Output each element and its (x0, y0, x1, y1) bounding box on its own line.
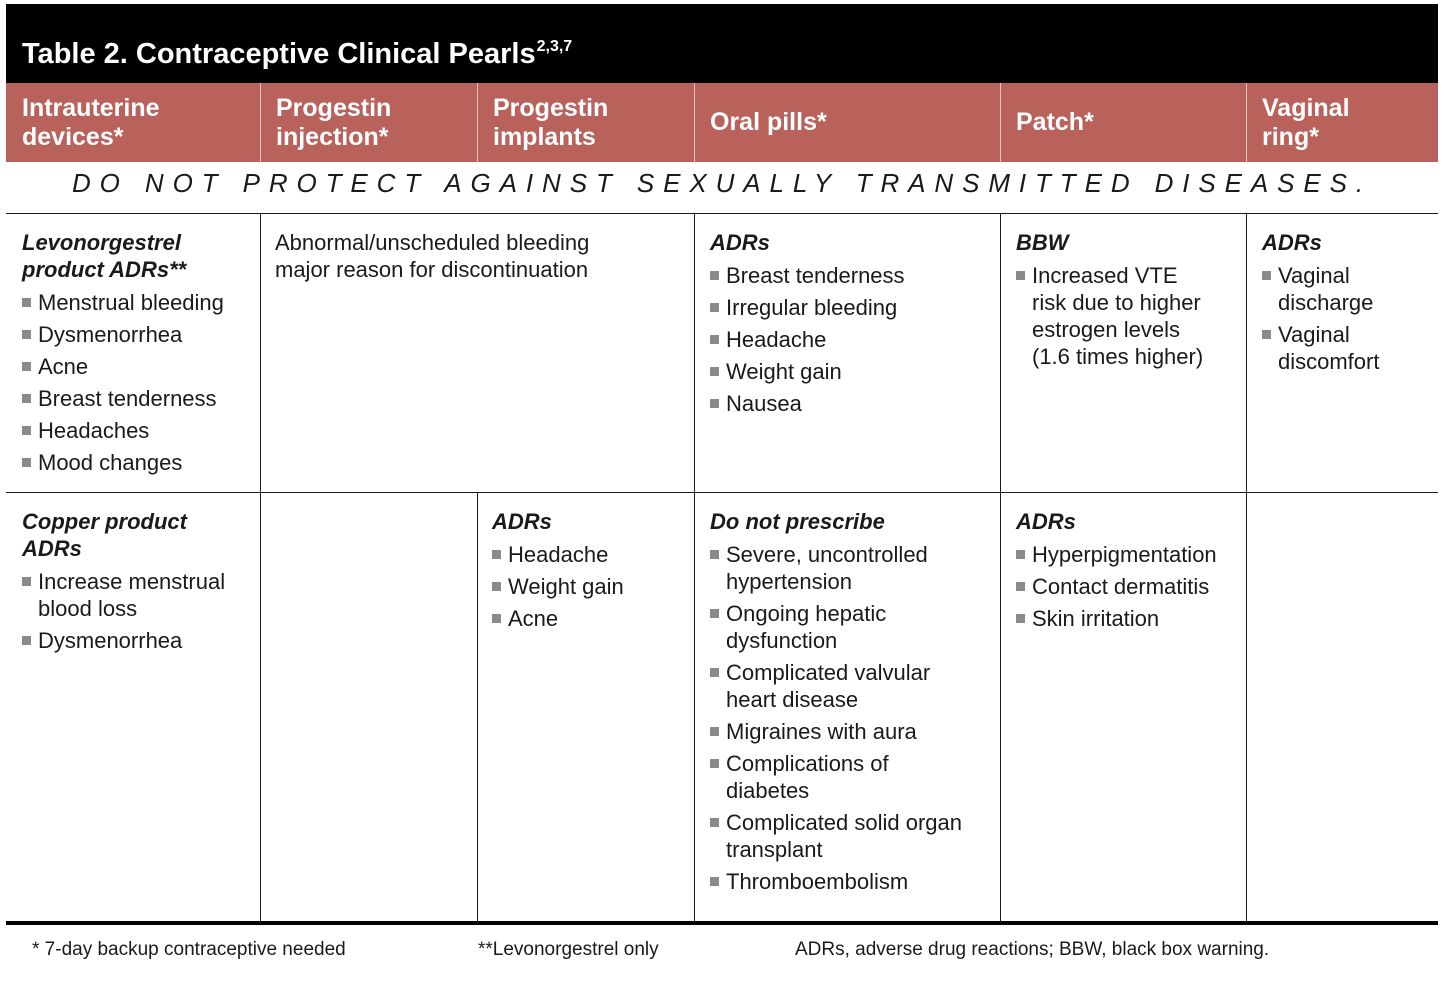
list-item: Headache (710, 326, 996, 353)
cell-title: Levonorgestrel product ADRs** (22, 230, 187, 282)
title-references: 2,3,7 (536, 38, 573, 55)
header-vaginal-ring: Vaginal ring* (1262, 93, 1350, 151)
list-item: Complicated solid organ transplant (710, 809, 996, 863)
list-item: Dysmenorrhea (22, 321, 258, 348)
list-item: Headache (492, 541, 688, 568)
list-item: Menstrual bleeding (22, 289, 258, 316)
list-item: Severe, uncontrolled hypertension (710, 541, 996, 595)
bullet-list (22, 289, 258, 476)
column-divider (1246, 213, 1247, 921)
cell-patch-bbw (1016, 229, 1242, 375)
cell-patch-adrs (1016, 508, 1242, 637)
cell-title: ADRs (1016, 509, 1076, 534)
column-divider (477, 492, 478, 921)
footnote-abbreviations: ADRs, adverse drug reactions; BBW, black box warning. (795, 939, 1270, 960)
footnote-backup: * 7-day backup contraceptive needed (32, 939, 346, 960)
bullet-list (710, 262, 996, 417)
list-item: Weight gain (710, 358, 996, 385)
list-item: Contact dermatitis (1016, 573, 1242, 600)
row-divider (6, 492, 1438, 493)
std-warning: DO NOT PROTECT AGAINST SEXUALLY TRANSMITTED DISEASES. (71, 168, 1373, 198)
cell-oral-do-not-prescribe (710, 508, 996, 900)
list-item: Thromboembolism (710, 868, 996, 895)
header-progestin-injection: Progestin injection* (276, 93, 392, 151)
column-divider (1000, 213, 1001, 921)
cell-title: ADRs (710, 230, 770, 255)
cell-title: ADRs (1262, 230, 1322, 255)
list-item: Acne (492, 605, 688, 632)
row-divider (6, 213, 1438, 214)
cell-text: Abnormal/unscheduled bleeding major reason for discontinuation (275, 230, 590, 282)
list-item: Vaginal discharge (1262, 262, 1434, 316)
list-item: Increase menstrual blood loss (22, 568, 258, 622)
header-progestin-implants: Progestin implants (493, 93, 609, 151)
header-oral-pills: Oral pills* (710, 108, 827, 136)
cell-injection-implants-bleeding (275, 229, 685, 283)
cell-iud-copper (22, 508, 258, 659)
cell-oral-adrs (710, 229, 996, 422)
list-item: Breast tenderness (22, 385, 258, 412)
cell-title: BBW (1016, 230, 1069, 255)
column-divider (260, 213, 261, 921)
header-patch: Patch* (1016, 108, 1094, 136)
list-item: Dysmenorrhea (22, 627, 258, 654)
bullet-list (492, 541, 688, 632)
table-title (22, 38, 572, 71)
header-intrauterine-devices: Intrauterine devices* (22, 93, 160, 151)
cell-title: Copper product ADRs (22, 509, 187, 561)
list-item: Headaches (22, 417, 258, 444)
footnote-levonorgestrel: **Levonorgestrel only (478, 939, 659, 960)
bottom-rule (6, 921, 1438, 925)
cell-ring-adrs (1262, 229, 1434, 380)
bullet-list (22, 568, 258, 654)
cell-iud-levonorgestrel (22, 229, 258, 481)
table-title-text: Table 2. Contraceptive Clinical Pearls (22, 38, 536, 70)
list-item: Weight gain (492, 573, 688, 600)
list-item: Nausea (710, 390, 996, 417)
column-divider (694, 213, 695, 921)
list-item: Skin irritation (1016, 605, 1242, 632)
list-item: Acne (22, 353, 258, 380)
list-item: Vaginal discomfort (1262, 321, 1434, 375)
bullet-list (1016, 541, 1242, 632)
list-item: Increased VTE risk due to higher estrogen levels (1.6 times higher) (1016, 262, 1242, 370)
list-item: Hyperpigmentation (1016, 541, 1242, 568)
list-item: Mood changes (22, 449, 258, 476)
list-item: Irregular bleeding (710, 294, 996, 321)
list-item: Complicated valvular heart disease (710, 659, 996, 713)
cell-implants-adrs (492, 508, 688, 637)
bullet-list (1016, 262, 1242, 370)
list-item: Complications of diabetes (710, 750, 996, 804)
bullet-list (710, 541, 996, 895)
list-item: Ongoing hepatic dysfunction (710, 600, 996, 654)
list-item: Migraines with aura (710, 718, 996, 745)
list-item: Breast tenderness (710, 262, 996, 289)
cell-title: ADRs (492, 509, 552, 534)
bullet-list (1262, 262, 1434, 375)
cell-title: Do not prescribe (710, 509, 885, 534)
